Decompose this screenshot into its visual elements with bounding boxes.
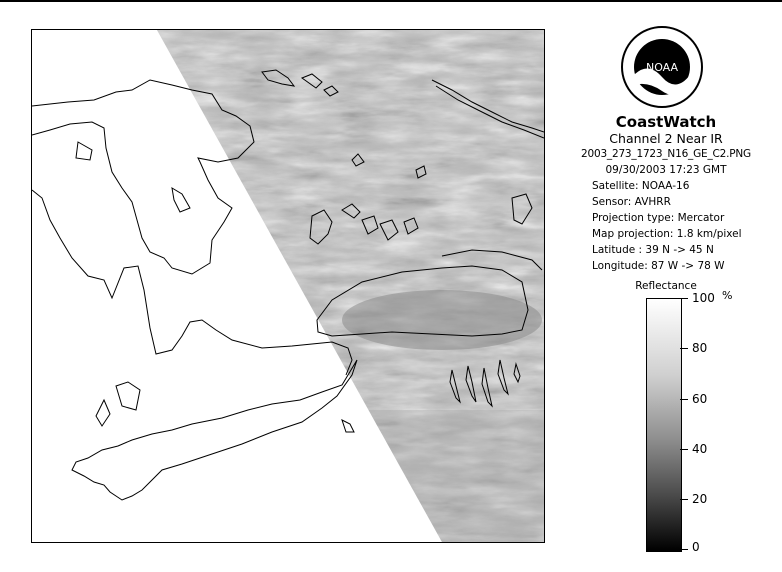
tick xyxy=(680,298,688,299)
scale-label: Reflectance xyxy=(635,280,697,292)
tick-label: 20 xyxy=(692,492,708,506)
datetime: 09/30/2003 17:23 GMT xyxy=(605,164,727,176)
satellite-label: Satellite: NOAA-16 xyxy=(592,180,690,192)
tick-label: 40 xyxy=(692,442,708,456)
top-border xyxy=(0,0,782,2)
tick-label: 60 xyxy=(692,392,708,406)
title: CoastWatch xyxy=(615,113,717,131)
channel: Channel 2 Near IR xyxy=(609,131,723,146)
satellite-map[interactable] xyxy=(31,29,545,543)
map-projection: Map projection: 1.8 km/pixel xyxy=(592,228,742,240)
projection-type: Projection type: Mercator xyxy=(592,212,725,224)
logo-text: NOAA xyxy=(645,61,679,74)
tick-label: 100 xyxy=(692,291,715,305)
tick xyxy=(680,449,688,450)
sensor-label: Sensor: AVHRR xyxy=(592,196,671,208)
unit-label: % xyxy=(722,289,733,302)
latitude-range: Latitude : 39 N -> 45 N xyxy=(592,244,714,256)
longitude-range: Longitude: 87 W -> 78 W xyxy=(592,260,725,272)
tick xyxy=(680,399,688,400)
noaa-logo xyxy=(620,25,704,109)
reflectance-colorbar xyxy=(646,298,682,552)
map-canvas xyxy=(32,30,544,542)
tick-label: 80 xyxy=(692,341,708,355)
filename: 2003_273_1723_N16_GE_C2.PNG xyxy=(581,148,751,160)
tick xyxy=(680,348,688,349)
tick-label: 0 xyxy=(692,540,700,554)
tick xyxy=(680,499,688,500)
tick xyxy=(680,549,688,550)
